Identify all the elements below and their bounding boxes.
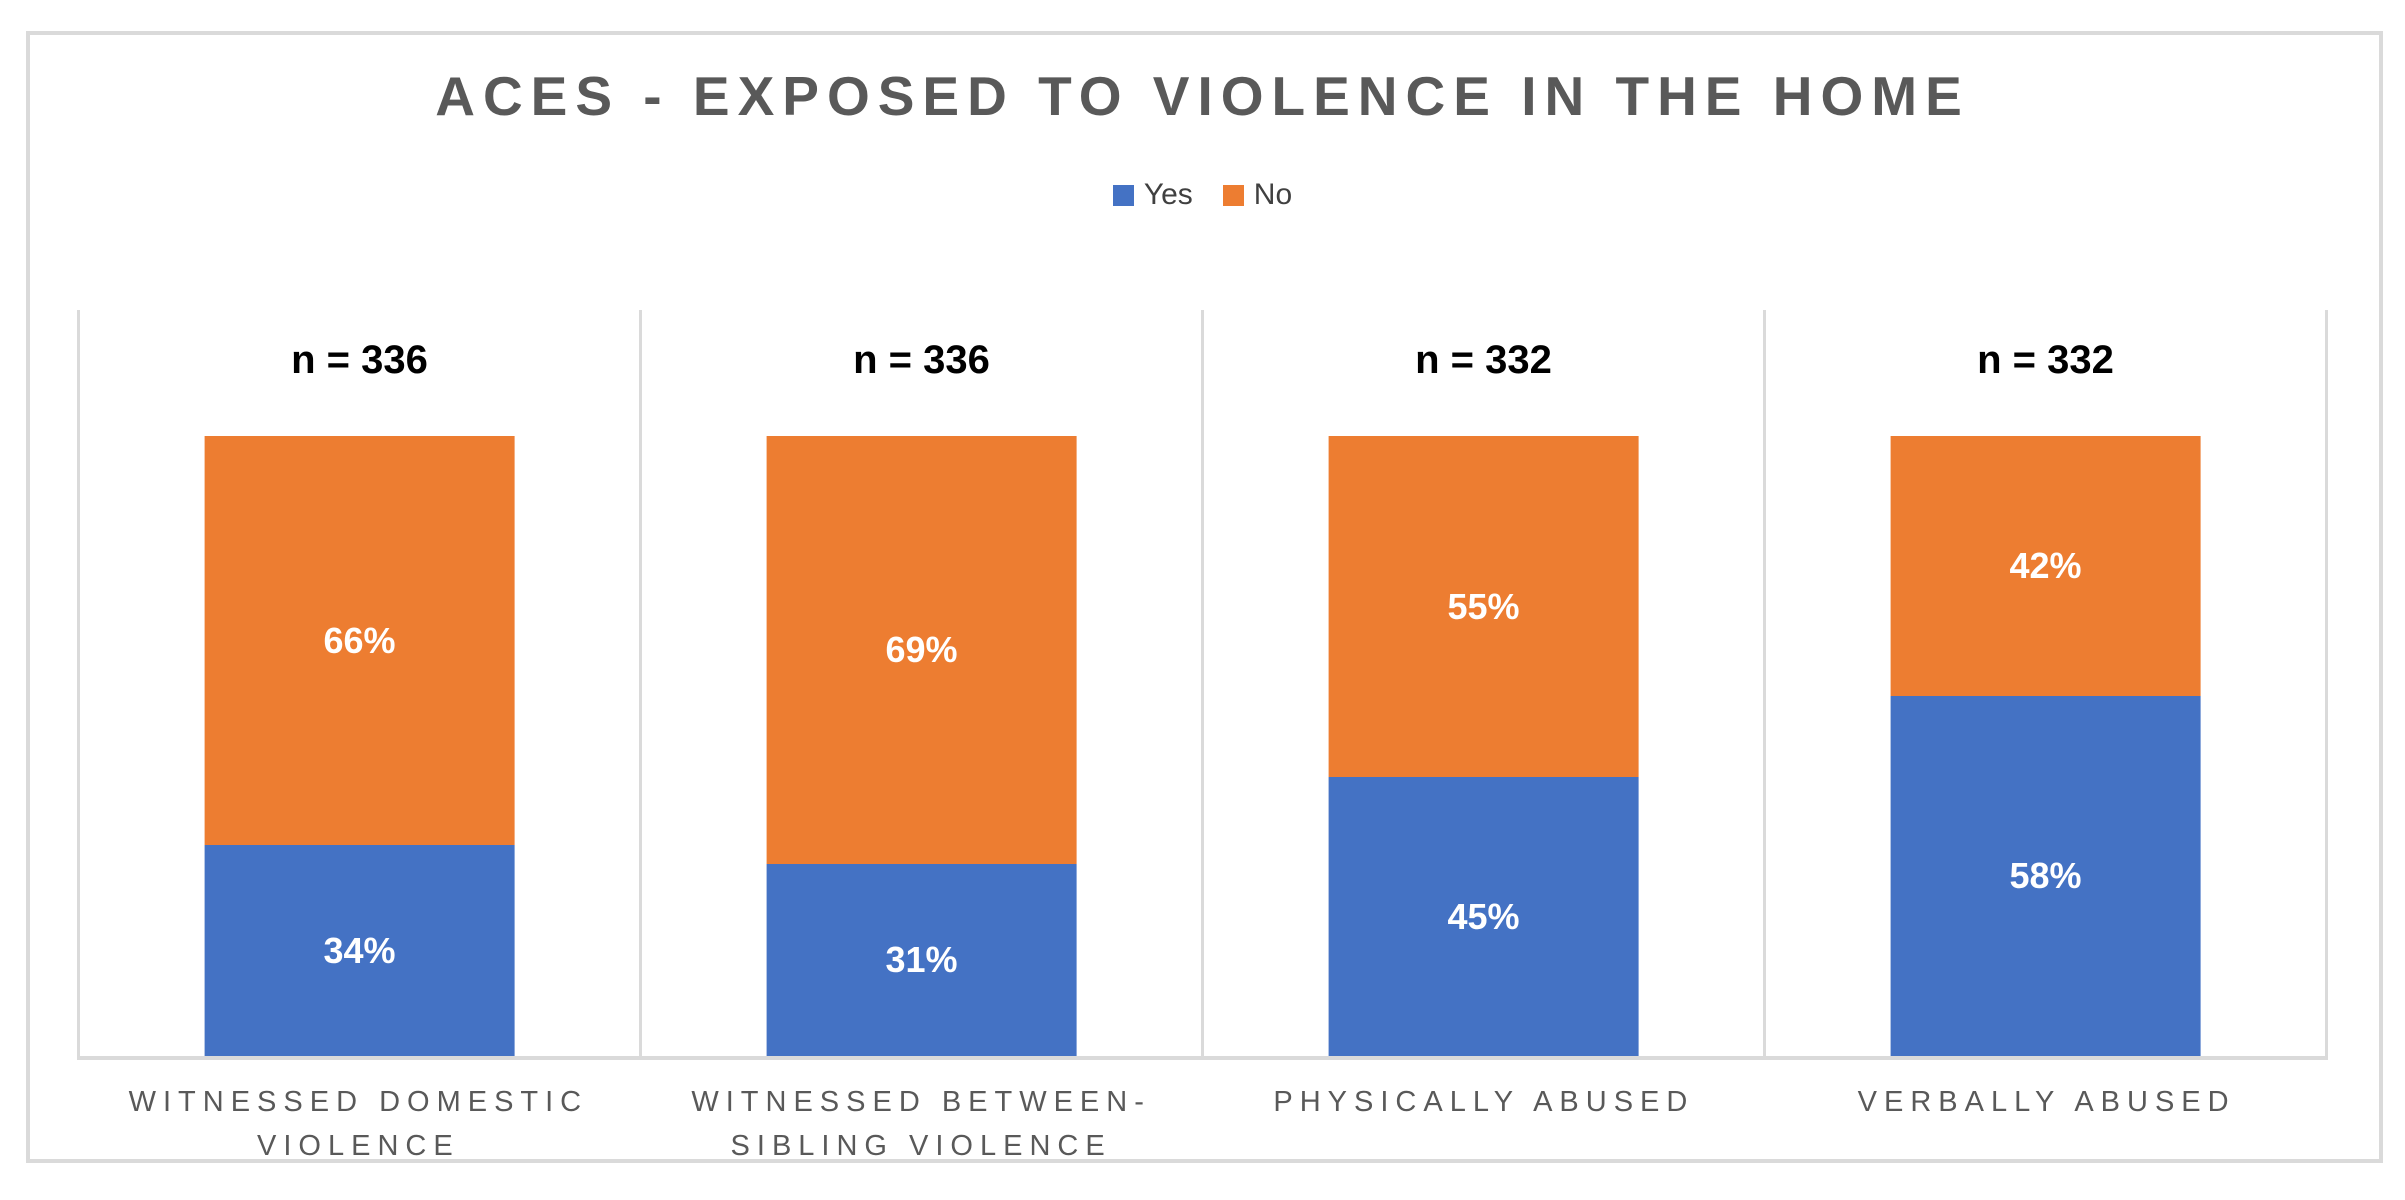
stacked-bar xyxy=(1328,436,1639,1056)
bar-value-label: 66% xyxy=(323,619,396,661)
stacked-bar xyxy=(766,436,1077,1056)
bar-value-label: 69% xyxy=(885,628,958,670)
category-axis xyxy=(77,1080,2328,1168)
chart-title: ACES - EXPOSED TO VIOLENCE IN THE HOME xyxy=(435,65,1970,127)
legend xyxy=(0,178,2405,212)
bar-segment-yes xyxy=(1328,777,1639,1056)
category-label: PHYSICALLY ABUSED xyxy=(1273,1086,1695,1118)
bar-value-label: 58% xyxy=(2009,855,2082,897)
chart-panel xyxy=(1763,310,2328,1056)
sample-size-label: n = 332 xyxy=(1415,338,1552,382)
category-cell xyxy=(1765,1080,2328,1168)
legend-swatch-icon xyxy=(1223,185,1244,206)
bar-segment-no xyxy=(1328,436,1639,777)
legend-label: No xyxy=(1253,178,1293,211)
bar-value-label: 34% xyxy=(323,929,396,971)
bar-segment-no xyxy=(204,436,515,845)
legend-label: Yes xyxy=(1143,178,1193,211)
bar-value-label: 42% xyxy=(2009,545,2082,587)
chart-panel xyxy=(1201,310,1763,1056)
bar-segment-yes xyxy=(766,864,1077,1056)
category-cell xyxy=(1203,1080,1766,1168)
bar-segment-yes xyxy=(204,845,515,1056)
category-cell xyxy=(640,1080,1203,1168)
bar-segment-no xyxy=(1890,436,2201,696)
category-cell xyxy=(77,1080,640,1168)
plot-area xyxy=(77,310,2328,1060)
category-label: WITNESSED DOMESTIC VIOLENCE xyxy=(128,1086,589,1163)
bar-value-label: 31% xyxy=(885,938,958,980)
bar-segment-yes xyxy=(1890,696,2201,1056)
legend-item-yes xyxy=(1113,178,1193,212)
legend-swatch-icon xyxy=(1113,185,1134,206)
category-label: VERBALLY ABUSED xyxy=(1857,1086,2236,1118)
chart-panel xyxy=(639,310,1201,1056)
sample-size-label: n = 336 xyxy=(291,338,428,382)
legend-item-no xyxy=(1223,178,1292,212)
chart-panel xyxy=(77,310,639,1056)
sample-size-label: n = 332 xyxy=(1977,338,2114,382)
bar-value-label: 45% xyxy=(1447,895,1520,937)
bar-value-label: 55% xyxy=(1447,585,1520,627)
category-label: WITNESSED BETWEEN-SIBLING VIOLENCE xyxy=(691,1086,1151,1163)
bar-segment-no xyxy=(766,436,1077,864)
sample-size-label: n = 336 xyxy=(853,338,990,382)
stacked-bar xyxy=(1890,436,2201,1056)
stacked-bar xyxy=(204,436,515,1056)
